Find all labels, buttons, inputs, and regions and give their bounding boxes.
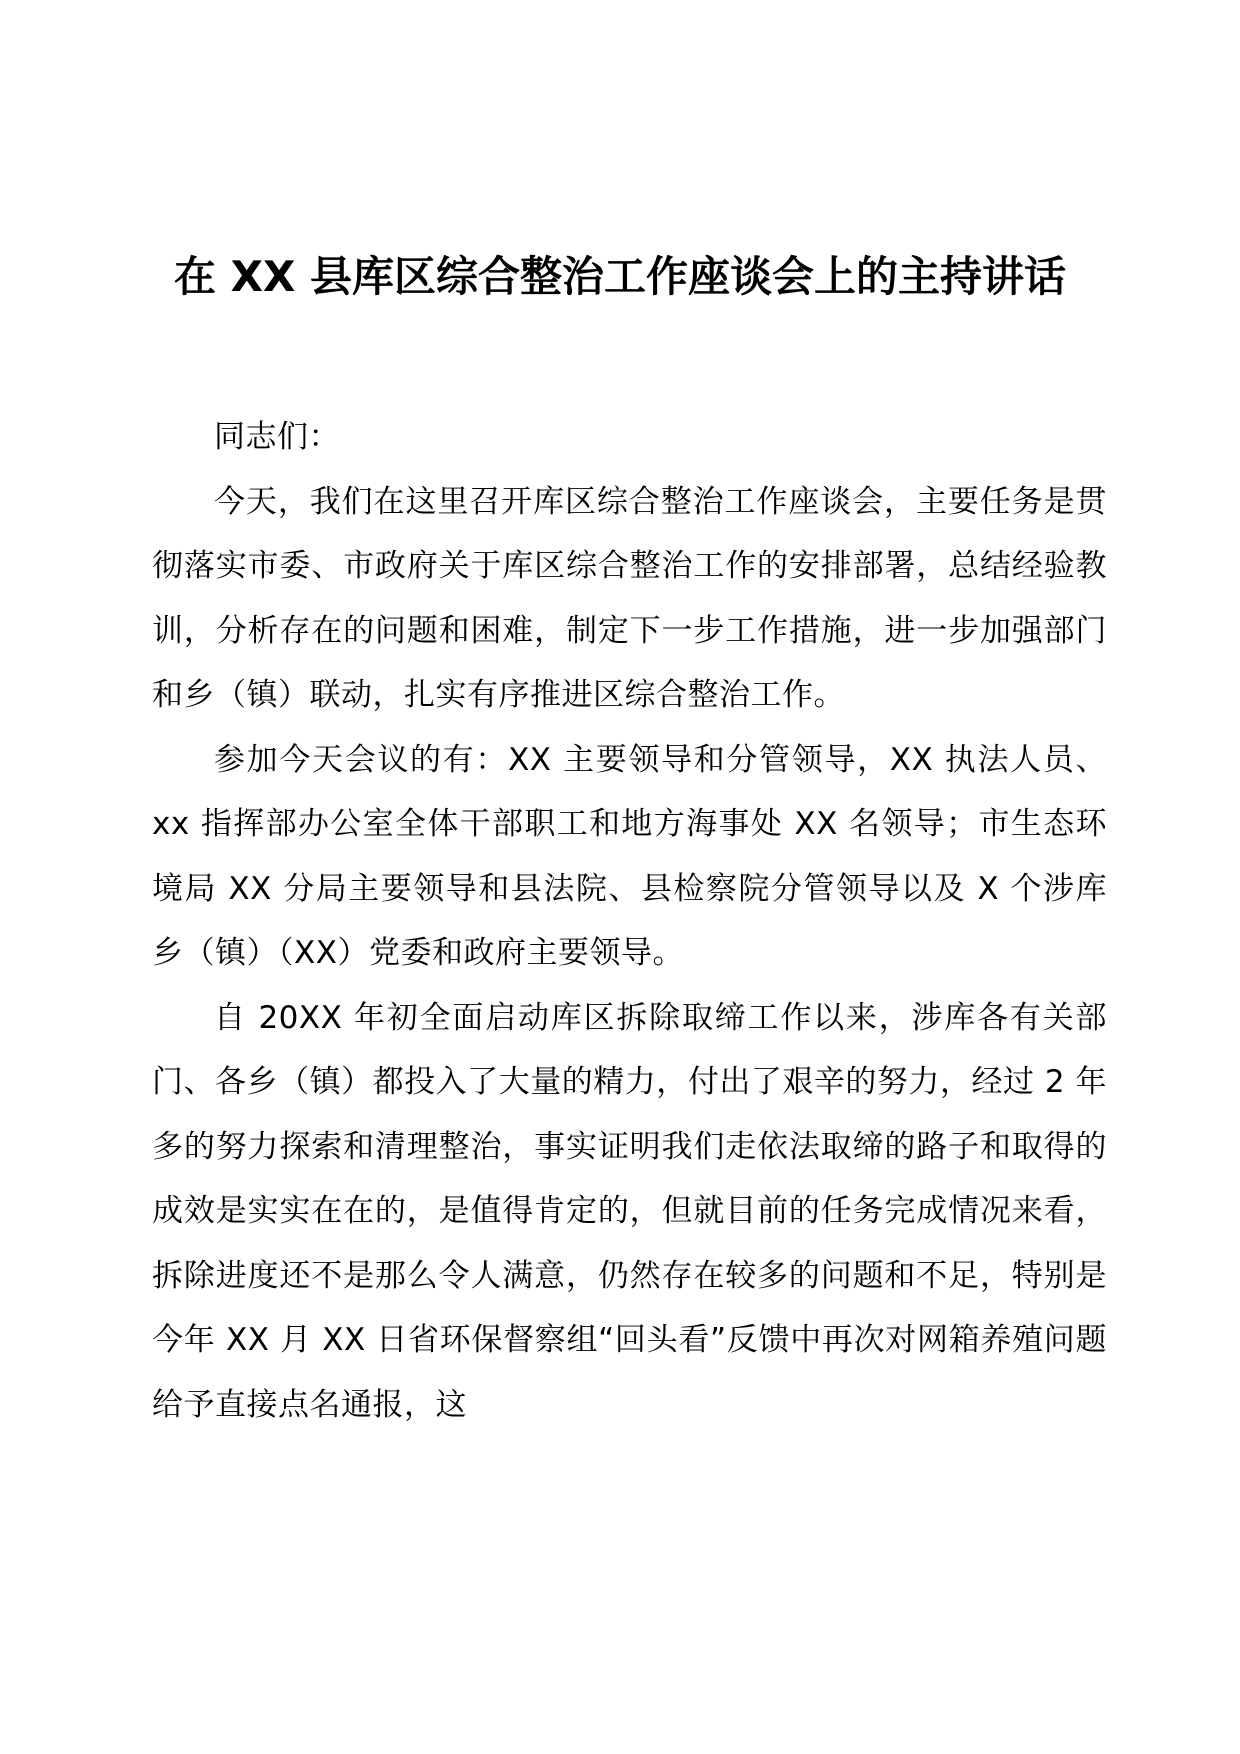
body-paragraph: 自 20XX 年初全面启动库区拆除取缔工作以来，涉库各有关部门、各乡（镇）都投入了大量的精力，付出了艰辛的努力，经过 2 年多的努力探索和清理整治，事实证明我们走依法取缔的路子和取得的成效是实实在在的，是值得肯定的，但就目前的任务完成情况来看，拆除进度还不是那么令人满意，仍然存在较多的问题和不足，特别是今年 XX 月 XX 日省环保督察组“回头看”反馈中再次对网箱养殖问题给予直接点名通报，这: [152, 999, 1107, 1423]
body-paragraph: 今天，我们在这里召开库区综合整治工作座谈会，主要任务是贯彻落实市委、市政府关于库区综合整治工作的安排部署，总结经验教训，分析存在的问题和困难，制定下一步工作措施，进一步加强部门和乡（镇）联动，扎实有序推进区综合整治工作。: [152, 483, 1107, 713]
document-body: [152, 405, 1107, 1437]
document-title: 在 XX 县库区综合整治工作座谈会上的主持讲话: [173, 252, 1066, 301]
body-paragraph: 参加今天会议的有：XX 主要领导和分管领导，XX 执法人员、xx 指挥部办公室全体干部职工和地方海事处 XX 名领导；市生态环境局 XX 分局主要领导和县法院、县检察院分管领导以及 X 个涉库乡（镇）（XX）党委和政府主要领导。: [152, 741, 1107, 971]
salutation-paragraph: 同志们：: [214, 419, 340, 455]
